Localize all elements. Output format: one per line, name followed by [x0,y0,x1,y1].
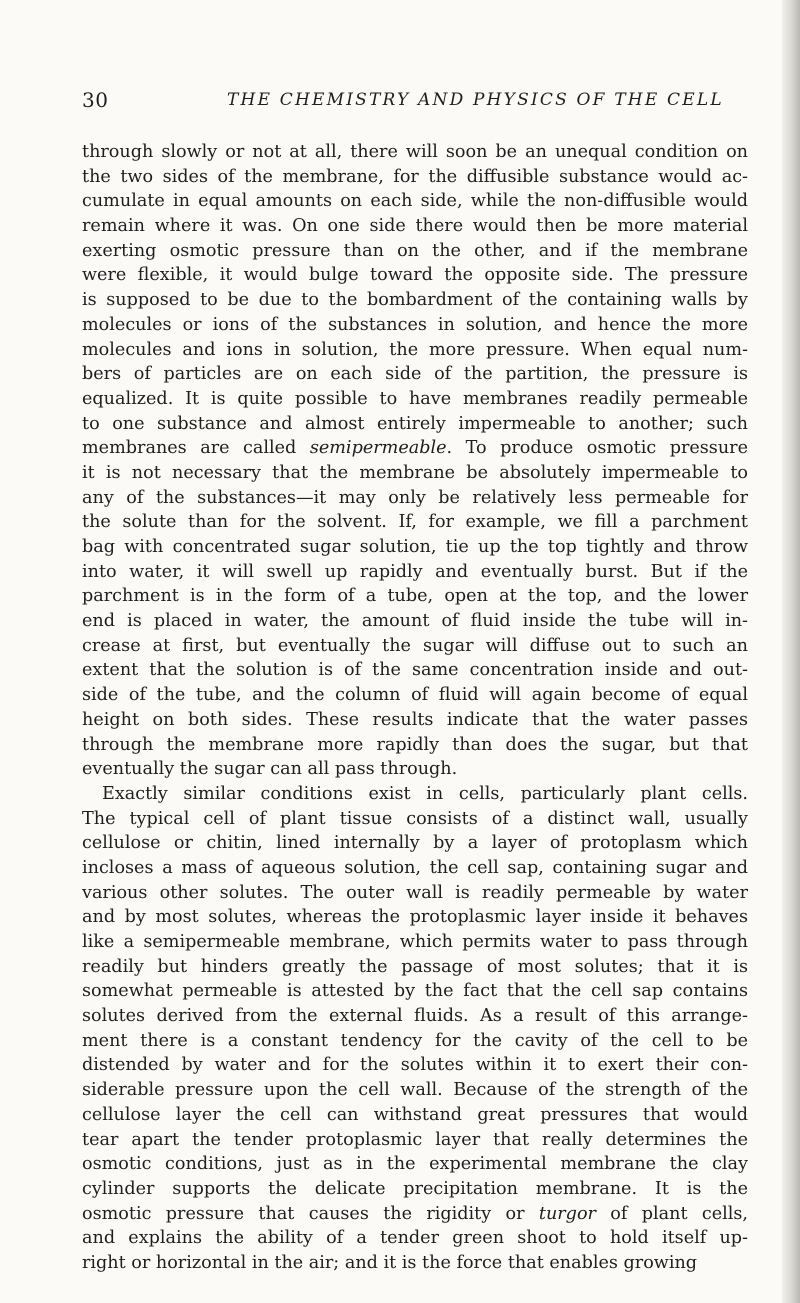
text-line [82,362,748,387]
text-line [82,1053,748,1078]
text-line [82,214,748,239]
text-line [82,189,748,214]
text-line-content: and explains the ability of a tender green shoot to hold itself up- [82,1228,748,1249]
text-line [82,165,748,190]
text-line [82,263,748,288]
text-line [82,658,748,683]
text-line-content: cumulate in equal amounts on each side, while the non-diffusible would [82,191,748,212]
text-line-content: solutes derived from the external fluids. As a result of this arrange- [82,1006,748,1027]
text-line [82,856,748,881]
text-line-content: through slowly or not at all, there will soon be an unequal condition on [82,142,748,162]
text-line-content: various other solutes. The outer wall is readily permeable by water [82,882,748,903]
text-line [82,905,748,930]
text-line-content: is supposed to be due to the bombardment of the containing walls by [82,290,748,311]
text-line-content: the two sides of the membrane, for the diffusible substance would ac- [82,166,748,187]
text-line [82,733,748,758]
text-line-content: ment there is a constant tendency for the cavity of the cell to be [82,1030,748,1051]
text-line [82,288,748,313]
text-line [82,1226,748,1251]
text-line [82,708,748,733]
text-line [82,930,748,955]
text-line-content: right or horizontal in the air; and it is the force that enables growing [82,1252,698,1273]
page-number: 30 [82,88,109,112]
text-line [82,634,748,659]
text-line [82,140,748,165]
text-line [82,807,748,832]
text-line-content: into water, it will swell up rapidly and eventually burst. But if the [82,561,748,582]
page-header [82,88,748,116]
running-head: THE CHEMISTRY AND PHYSICS OF THE CELL [227,90,724,110]
text-line-content: incloses a mass of aqueous solution, the cell sap, containing sugar and [82,857,748,878]
text-line [82,560,748,585]
text-line-content: bag with concentrated sugar solution, tie up the top tightly and throw [82,537,748,557]
text-line-content: molecules or ions of the substances in solution, and hence the more [82,314,748,335]
text-line-content: membranes are called [82,438,310,459]
text-line-content: and by most solutes, whereas the protoplasmic layer inside it behaves [82,907,748,928]
text-line [82,461,748,486]
text-line [82,1078,748,1103]
text-line-content: were flexible, it would bulge toward the opposite side. The pressure [82,265,748,286]
text-line [82,881,748,906]
text-line [82,831,748,856]
text-line-content: osmotic pressure that causes the rigidity or [82,1203,539,1224]
text-line [82,609,748,634]
text-line-content: cellulose or chitin, lined internally by a layer of protoplasm which [82,833,748,854]
text-line [82,1103,748,1128]
text-line [82,782,748,807]
text-line [82,486,748,511]
text-line-content: tear apart the tender protoplasmic layer that really determines the [82,1129,748,1150]
text-line-content: cellulose layer the cell can withstand great pressures that would [82,1104,748,1125]
text-line-content: osmotic conditions, just as in the experimental membrane the clay [82,1154,748,1175]
text-line-content: parchment is in the form of a tube, open at the top, and the lower [82,586,748,607]
text-line-content: end is placed in water, the amount of fluid inside the tube will in- [82,611,748,632]
text-line [82,683,748,708]
text-line-content: through the membrane more rapidly than does the sugar, but that [82,734,748,755]
text-line-content: siderable pressure upon the cell wall. Because of the strength of the [82,1080,748,1101]
text-line [82,1251,748,1276]
text-line-content: the solute than for the solvent. If, for example, we fill a parchment [82,512,748,533]
text-line-content: equalized. It is quite possible to have membranes readily permeable [82,388,748,409]
text-line [82,1202,748,1227]
text-line [82,979,748,1004]
text-line [82,1128,748,1153]
text-line [82,955,748,980]
text-line-content: crease at first, but eventually the sugar will diffuse out to such an [82,635,748,656]
italic-term: turgor [538,1203,596,1224]
text-line-content: . To produce osmotic pressure [446,438,748,459]
text-line-content: cylinder supports the delicate precipitation membrane. It is the [82,1178,748,1199]
text-line-content: The typical cell of plant tissue consists of a distinct wall, usually [82,808,748,829]
text-line-content: any of the substances—it may only be relatively less permeable for [82,487,748,508]
text-line [82,510,748,535]
text-line [82,1177,748,1202]
text-line-content: extent that the solution is of the same concentration inside and out- [82,660,748,681]
text-line-content: remain where it was. On one side there would then be more material [82,216,748,237]
page-edge-shadow [782,0,800,1303]
text-line-content: Exactly similar conditions exist in cells, particularly plant cells. [102,783,748,804]
text-line-content: like a semipermeable membrane, which permits water to pass through [82,932,748,952]
text-line-content: it is not necessary that the membrane be absolutely impermeable to [82,462,748,483]
text-line [82,239,748,264]
text-line [82,1004,748,1029]
text-line-content: exerting osmotic pressure than on the other, and if the membrane [82,240,748,261]
text-line-content: distended by water and for the solutes within it to exert their con- [82,1055,748,1076]
text-line [82,757,748,782]
text-line [82,436,748,461]
text-line-content: height on both sides. These results indicate that the water passes [82,709,748,730]
text-line-content: side of the tube, and the column of fluid will again become of equal [82,685,748,706]
text-line [82,1152,748,1177]
text-line [82,584,748,609]
text-line-content: molecules and ions in solution, the more pressure. When equal num- [82,339,748,360]
text-line [82,387,748,412]
text-line [82,313,748,338]
text-line-content: of plant cells, [595,1203,748,1224]
text-line-content: bers of particles are on each side of the partition, the pressure is [82,364,748,385]
text-line-content: to one substance and almost entirely impermeable to another; such [82,413,748,434]
text-line-content: somewhat permeable is attested by the fact that the cell sap contains [82,981,748,1002]
text-line [82,338,748,363]
text-line [82,412,748,437]
body-text [82,140,748,1276]
italic-term: semipermeable [309,438,447,459]
text-line [82,535,748,560]
text-line-content: readily but hinders greatly the passage of most solutes; that it is [82,956,748,977]
text-line-content: eventually the sugar can all pass through. [82,759,458,780]
text-line [82,1029,748,1054]
